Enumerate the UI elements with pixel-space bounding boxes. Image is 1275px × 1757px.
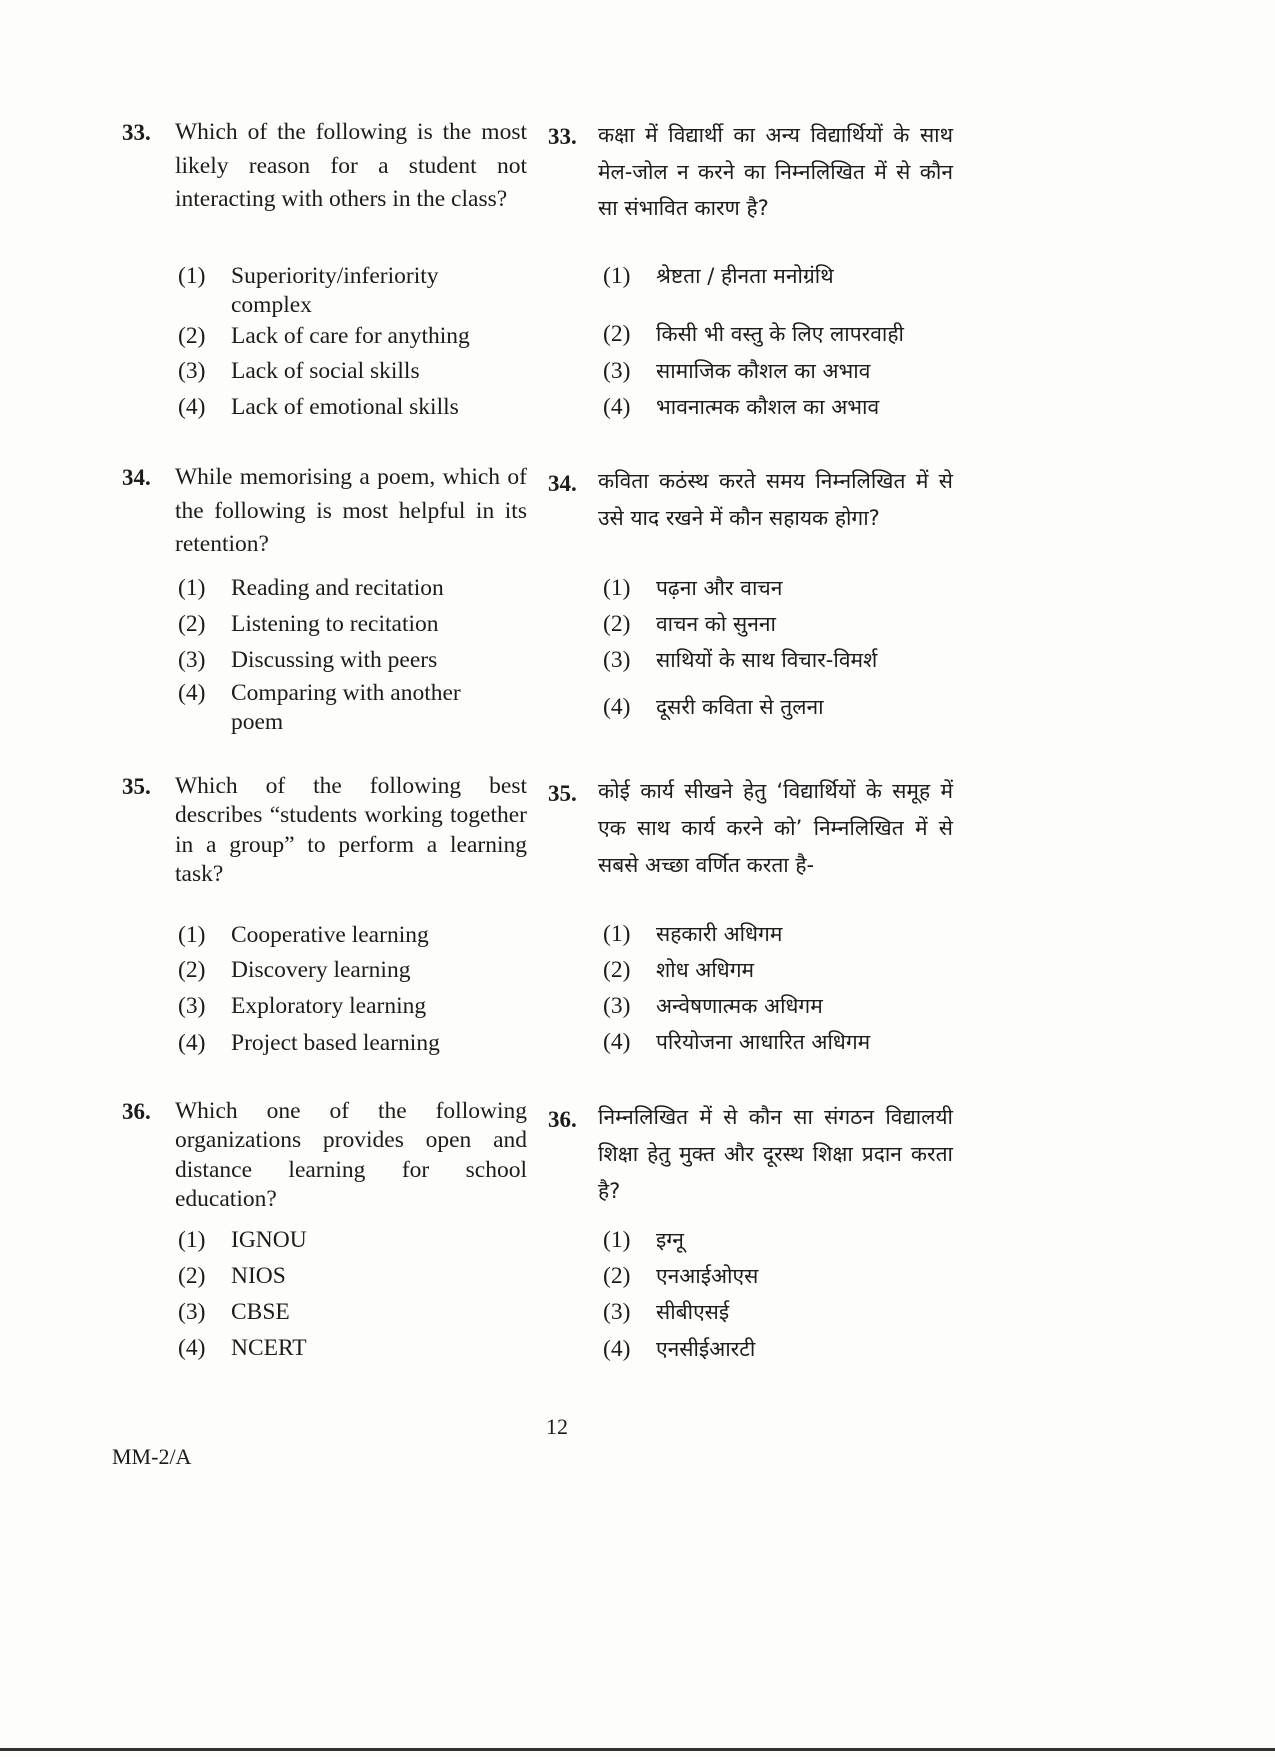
- option-number-hi: (3): [603, 647, 631, 673]
- option-text-en: Reading and recitation: [231, 575, 444, 601]
- option-text-en: IGNOU: [231, 1227, 307, 1253]
- option-number-en: (2): [178, 957, 206, 983]
- option-text-en: CBSE: [231, 1299, 290, 1325]
- option-text-en: Superiority/inferiority complex: [231, 263, 439, 318]
- option-number-hi: (1): [603, 263, 631, 289]
- option-text-hi: सामाजिक कौशल का अभाव: [656, 359, 871, 383]
- option-text-en: Discussing with peers: [231, 647, 438, 673]
- option-number-hi: (4): [603, 1029, 631, 1055]
- option-text-en: NCERT: [231, 1335, 307, 1361]
- option-text-en: Comparing with another poem: [231, 680, 461, 735]
- option-text-en: Exploratory learning: [231, 993, 427, 1019]
- option-text-hi: परियोजना आधारित अधिगम: [656, 1030, 871, 1054]
- option-number-en: (4): [178, 1335, 206, 1361]
- question-stem-hi: कोई कार्य सीखने हेतु ‘विद्यार्थियों के समूह में एक साथ कार्य करने को’ निम्नलिखित में से सबसे अच्छा वर्णित करता है-: [598, 779, 953, 877]
- option-text-hi: शोध अधिगम: [656, 958, 755, 982]
- page-number: 12: [546, 1414, 568, 1439]
- option-number-hi: (3): [603, 1299, 631, 1325]
- option-number-en: (2): [178, 1263, 206, 1289]
- option-number-en: (1): [178, 263, 206, 289]
- option-text-en: Cooperative learning: [231, 922, 429, 948]
- question-stem-hi: कविता कठंस्थ करते समय निम्नलिखित में से उसे याद रखने में कौन सहायक होगा?: [598, 469, 953, 530]
- question-stem-en: Which of the following best describes “students working together in a group” to perform a learning task?: [175, 773, 527, 887]
- option-text-hi: भावनात्मक कौशल का अभाव: [656, 395, 880, 419]
- question-number-hi: 36.: [548, 1107, 577, 1132]
- question-number-en: 34.: [122, 465, 151, 490]
- option-number-en: (3): [178, 993, 206, 1019]
- option-text-hi: एनआईओएस: [656, 1264, 759, 1288]
- option-number-en: (4): [178, 394, 206, 420]
- question-stem-en: Which one of the following organizations provides open and distance learning for school education?: [175, 1098, 527, 1212]
- option-text-hi: अन्वेषणात्मक अधिगम: [656, 994, 823, 1018]
- option-number-hi: (1): [603, 1227, 631, 1253]
- option-number-hi: (4): [603, 694, 631, 720]
- option-number-hi: (4): [603, 394, 631, 420]
- option-text-en: Lack of care for anything: [231, 323, 470, 349]
- question-stem-en: While memorising a poem, which of the following is most helpful in its retention?: [175, 464, 527, 557]
- question-number-en: 36.: [122, 1099, 151, 1124]
- option-number-en: (1): [178, 575, 206, 601]
- option-number-en: (3): [178, 358, 206, 384]
- question-number-en: 35.: [122, 774, 151, 799]
- option-number-hi: (3): [603, 993, 631, 1019]
- option-number-en: (1): [178, 922, 206, 948]
- option-text-hi: सहकारी अधिगम: [656, 922, 783, 946]
- option-number-en: (3): [178, 1299, 206, 1325]
- question-number-en: 33.: [122, 120, 151, 145]
- option-text-en: NIOS: [231, 1263, 286, 1289]
- option-number-hi: (1): [603, 575, 631, 601]
- option-text-en: Project based learning: [231, 1030, 440, 1056]
- option-number-hi: (2): [603, 1263, 631, 1289]
- option-number-en: (2): [178, 323, 206, 349]
- option-text-hi: सीबीएसई: [656, 1300, 730, 1324]
- option-text-hi: वाचन को सुनना: [656, 612, 776, 636]
- question-stem-hi: कक्षा में विद्यार्थी का अन्य विद्यार्थियों के साथ मेल-जोल न करने का निम्नलिखित में से कौन सा संभावित कारण है?: [598, 123, 953, 220]
- option-number-en: (3): [178, 647, 206, 673]
- question-number-hi: 33.: [548, 124, 577, 149]
- scan-edge-line: [0, 1748, 1275, 1751]
- option-text-en: Listening to recitation: [231, 611, 439, 637]
- option-number-hi: (4): [603, 1336, 631, 1362]
- option-text-hi: इग्नू: [656, 1228, 684, 1252]
- option-number-hi: (1): [603, 921, 631, 947]
- question-number-hi: 35.: [548, 781, 577, 806]
- option-text-hi: पढ़ना और वाचन: [656, 576, 783, 600]
- option-number-en: (4): [178, 1030, 206, 1056]
- question-number-hi: 34.: [548, 471, 577, 496]
- option-text-en: Lack of social skills: [231, 358, 420, 384]
- option-number-hi: (2): [603, 611, 631, 637]
- option-number-hi: (2): [603, 957, 631, 983]
- option-text-hi: श्रेष्टता / हीनता मनोग्रंथि: [656, 264, 834, 288]
- option-text-en: Discovery learning: [231, 957, 411, 983]
- option-number-en: (1): [178, 1227, 206, 1253]
- option-text-en: Lack of emotional skills: [231, 394, 459, 420]
- option-number-en: (2): [178, 611, 206, 637]
- option-number-en: (4): [178, 680, 206, 706]
- question-stem-hi: निम्नलिखित में से कौन सा संगठन विद्यालयी शिक्षा हेतु मुक्त और दूरस्थ शिक्षा प्रदान करता है?: [598, 1105, 953, 1203]
- option-text-hi: एनसीईआरटी: [656, 1337, 756, 1361]
- option-text-hi: साथियों के साथ विचार-विमर्श: [656, 648, 878, 672]
- option-number-hi: (3): [603, 358, 631, 384]
- paper-code: MM-2/A: [112, 1444, 192, 1469]
- question-stem-en: Which of the following is the most likely reason for a student not interacting with others in the class?: [175, 119, 527, 212]
- option-number-hi: (2): [603, 321, 631, 347]
- option-text-hi: किसी भी वस्तु के लिए लापरवाही: [656, 322, 904, 346]
- option-text-hi: दूसरी कविता से तुलना: [656, 695, 824, 719]
